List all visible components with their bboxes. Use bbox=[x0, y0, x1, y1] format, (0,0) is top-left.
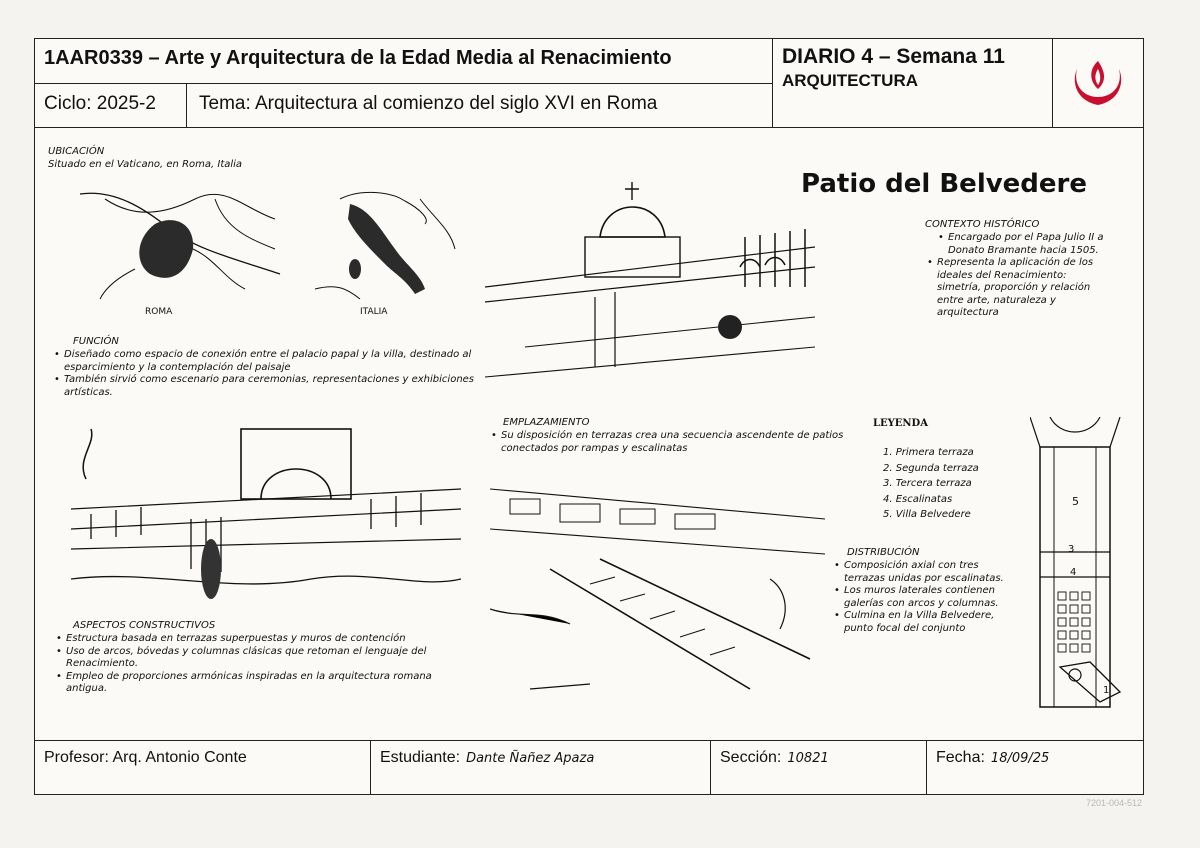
ubicacion-text: Situado en el Vaticano, en Roma, Italia bbox=[48, 159, 243, 170]
plan-label-3: 3 bbox=[1068, 544, 1075, 555]
fecha-label: Fecha: bbox=[936, 749, 985, 766]
profesor: Profesor: Arq. Antonio Conte bbox=[44, 749, 247, 766]
fecha-value: 18/09/25 bbox=[990, 751, 1050, 766]
leyenda-item: 4. Escalinatas bbox=[883, 493, 953, 505]
scan-code: 7201-004-512 bbox=[1085, 798, 1142, 808]
courtyard-sketch bbox=[71, 419, 461, 614]
site-plan-drawing bbox=[1030, 417, 1130, 717]
flame-logo-icon bbox=[1053, 39, 1143, 127]
aspectos-title: ASPECTOS CONSTRUCTIVOS bbox=[73, 620, 216, 631]
seccion-value: 10821 bbox=[787, 751, 829, 766]
university-logo bbox=[1053, 39, 1143, 127]
roma-region-map bbox=[75, 179, 285, 304]
seccion-cell bbox=[711, 741, 927, 795]
emplazamiento-item: • Su disposición en terrazas crea una secuencia ascendente de patios conectados por rampas y escalinatas bbox=[501, 430, 881, 455]
distribucion-item: • Culmina en la Villa Belvedere, punto focal del conjunto bbox=[844, 610, 1022, 635]
journal-sheet bbox=[34, 38, 1144, 795]
fecha-cell bbox=[927, 741, 1143, 795]
main-title: Patio del Belvedere bbox=[801, 169, 1088, 199]
leyenda-title: LEYENDA bbox=[873, 418, 928, 429]
aspectos-item: • Uso de arcos, bóvedas y columnas clásicas que retoman el lenguaje del Renacimiento. bbox=[66, 646, 471, 671]
tema: Tema: Arquitectura al comienzo del siglo XVI en Roma bbox=[187, 84, 773, 127]
leyenda-item: 3. Tercera terraza bbox=[883, 478, 972, 489]
italia-label: ITALIA bbox=[360, 307, 388, 317]
seccion-label: Sección: bbox=[720, 749, 782, 766]
funcion-item: • También sirvió como escenario para ceremonias, representaciones y exhibiciones artísticas. bbox=[64, 374, 474, 399]
aerial-sketch bbox=[490, 459, 825, 699]
funcion-item: • Diseñado como espacio de conexión entre el palacio papal y la villa, destinado al esparcimiento y la contemplación del paisaje bbox=[64, 349, 474, 374]
course-title: 1AAR0339 – Arte y Arquitectura de la Edad Media al Renacimiento bbox=[35, 39, 773, 84]
italia-map bbox=[310, 179, 460, 304]
contexto-list bbox=[937, 232, 1106, 320]
aspectos-list bbox=[55, 633, 471, 696]
emplazamiento-list bbox=[490, 430, 881, 455]
diario-title: DIARIO 4 – Semana 11 bbox=[782, 45, 1005, 68]
distribucion-item: • Los muros laterales contienen galerías con arcos y columnas. bbox=[844, 585, 1022, 610]
estudiante-cell bbox=[371, 741, 711, 795]
funcion-title: FUNCIÓN bbox=[73, 336, 119, 347]
distribucion-list bbox=[833, 560, 1022, 635]
ciclo: Ciclo: 2025-2 bbox=[35, 84, 187, 127]
ubicacion-title: UBICACIÓN bbox=[48, 146, 105, 157]
estudiante-name: Dante Ñañez Apaza bbox=[466, 751, 595, 766]
roma-label: ROMA bbox=[145, 307, 173, 317]
profesor-cell bbox=[35, 741, 371, 795]
plan-label-5: 5 bbox=[1072, 495, 1079, 508]
stpeters-sketch bbox=[485, 177, 815, 407]
aspectos-item: • Estructura basada en terrazas superpuestas y muros de contención bbox=[66, 633, 471, 646]
estudiante-label: Estudiante: bbox=[380, 749, 461, 766]
footer bbox=[35, 740, 1143, 795]
area-title: ARQUITECTURA bbox=[782, 71, 918, 90]
diario-block bbox=[773, 39, 1053, 127]
contexto-item: • Representa la aplicación de los ideales del Renacimiento: simetría, proporción y relación entre arte, naturaleza y arquitectura bbox=[937, 257, 1106, 320]
header bbox=[35, 39, 1143, 128]
leyenda-item: 5. Villa Belvedere bbox=[883, 509, 971, 520]
distribucion-item: • Composición axial con tres terrazas unidas por escalinatas. bbox=[844, 560, 1022, 585]
contexto-title: CONTEXTO HISTÓRICO bbox=[925, 219, 1040, 230]
aspectos-item: • Empleo de proporciones armónicas inspiradas en la arquitectura romana antigua. bbox=[66, 671, 471, 696]
contexto-item: • Encargado por el Papa Julio II a Donato Bramante hacia 1505. bbox=[948, 232, 1106, 257]
plan-label-1: 1 bbox=[1103, 685, 1110, 696]
emplazamiento-title: EMPLAZAMIENTO bbox=[503, 417, 590, 428]
funcion-list bbox=[53, 349, 474, 399]
plan-label-4: 4 bbox=[1070, 567, 1077, 578]
leyenda-item: 2. Segunda terraza bbox=[883, 462, 979, 474]
leyenda-item: 1. Primera terraza bbox=[883, 447, 974, 458]
distribucion-title: DISTRIBUCIÓN bbox=[847, 547, 920, 558]
leyenda-list bbox=[883, 445, 979, 523]
